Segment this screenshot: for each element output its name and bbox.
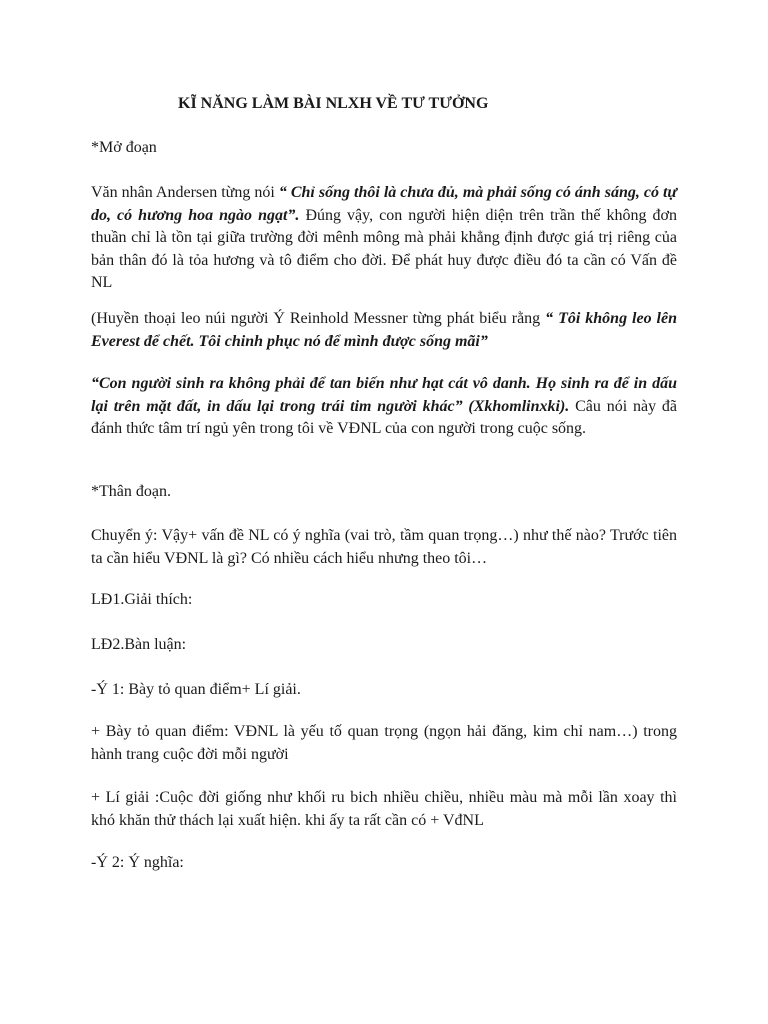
messner-intro: (Huyền thoại leo núi người Ý Reinhold Messner từng phát biểu rằng [91, 310, 546, 327]
paragraph-xkhomlinxki-quote [91, 373, 677, 441]
than-doan-heading: *Thân đoạn. [91, 483, 171, 500]
mo-doan-heading: *Mở đoạn [91, 139, 157, 156]
y1-heading: -Ý 1: Bày tỏ quan điểm+ Lí giải. [91, 681, 301, 698]
andersen-rest: Đúng vậy, con người hiện diện trên trần thế không đơn thuần chỉ là tồn tại giữa trường đời mênh mông mà phải khẳng định được giá trị riêng của bản thân đó là tỏa hương và tô điểm cho đời. Để phát huy được điều đó ta cần có Vấn đề NL [91, 206, 677, 291]
messner-quote: “ Tôi không leo lên Everest để chết. Tôi chinh phục nó để mình được sống mãi” [91, 310, 677, 350]
paragraph-li-giai: + Lí giải :Cuộc đời giống như khối ru bich nhiều chiều, nhiều màu mà mỗi lần xoay thì khó khăn thử thách lại xuất hiện. khi ấy ta rất cần có + VđNL [91, 789, 677, 829]
ld1-heading: LĐ1.Giải thích: [91, 591, 193, 608]
y2-heading: -Ý 2: Ý nghĩa: [91, 854, 184, 871]
andersen-intro: Văn nhân Andersen từng nói [91, 184, 279, 201]
xkhomlinxki-rest: Câu nói này đã đánh thức tâm trí ngủ yên trong tôi về VĐNL của con người trong cuộc sống. [91, 397, 677, 437]
document-title: KĨ NĂNG LÀM BÀI NLXH VỀ TƯ TƯỞNG [178, 95, 489, 112]
paragraph-chuyen-y: Chuyển ý: Vậy+ vấn đề NL có ý nghĩa (vai trò, tầm quan trọng…) như thế nào? Trước tiên ta cần hiểu VĐNL là gì? Có nhiều cách hiểu nhưng theo tôi… [91, 527, 677, 567]
paragraph-messner-quote [91, 308, 677, 353]
paragraph-andersen-quote [91, 182, 677, 295]
paragraph-bay-to-quan-diem: + Bày tỏ quan điểm: VĐNL là yếu tố quan trọng (ngọn hải đăng, kim chỉ nam…) trong hành trang cuộc đời mỗi người [91, 723, 677, 763]
andersen-quote: “ Chỉ sống thôi là chưa đủ, mà phải sống có ánh sáng, có tự do, có hương hoa ngào ngạt”. [91, 184, 678, 224]
xkhomlinxki-quote: “Con người sinh ra không phải để tan biến như hạt cát vô danh. Họ sinh ra để in dấu lại trên mặt đất, in dấu lại trong trái tim người khác” (Xkhomlinxki). [91, 375, 677, 415]
ld2-heading: LĐ2.Bàn luận: [91, 636, 187, 653]
